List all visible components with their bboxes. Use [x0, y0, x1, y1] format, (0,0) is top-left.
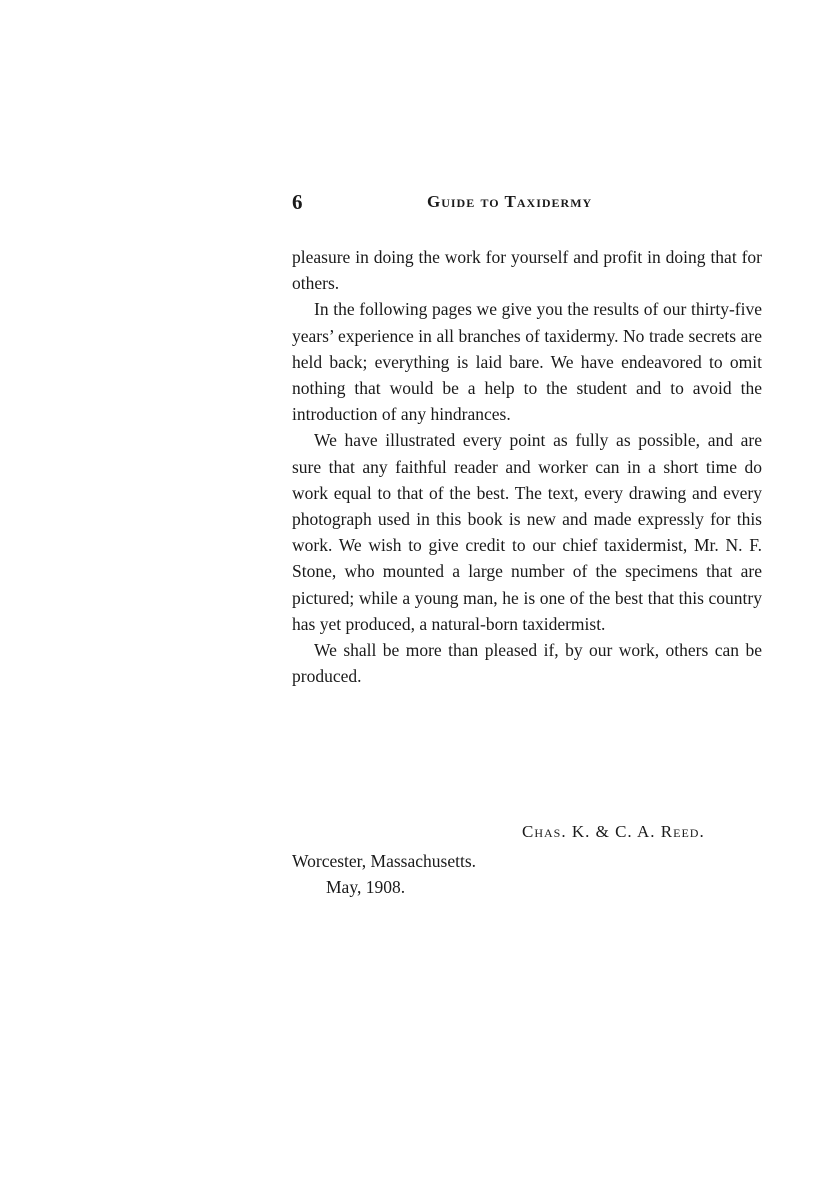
running-title: Guide to Taxidermy: [427, 192, 593, 211]
paragraph: In the following pages we give you the results of our thirty-five years’ experience in all branches of taxidermy. No trade secrets are held back; everything is laid bare. We have endeavored to omit nothing that would be a help to the student and to avoid the introduction of any hindrances.: [292, 299, 762, 425]
place-and-date: [292, 822, 762, 900]
running-head: [292, 190, 762, 220]
date-line: May, 1908.: [326, 877, 406, 898]
page-number: 6: [292, 190, 303, 214]
body-text: [292, 244, 762, 689]
paragraph: We have illustrated every point as fully as possible, and are sure that any faithful reader and worker can in a short time do work equal to that of the best. The text, every drawing and every photograph used in this book is new and made expressly for this work. We wish to give credit to our chief taxidermist, Mr. N. F. Stone, who mounted a large number of the specimens that are pictured; while a young man, he is one of the best that this country has yet produced, a natural-born taxidermist.: [292, 430, 762, 634]
signature: Chas. K. & C. A. Reed.: [522, 822, 705, 841]
paragraph-continued: pleasure in doing the work for yourself and profit in doing that for others.: [292, 247, 762, 294]
place-line: Worcester, Massachusetts.: [292, 851, 477, 871]
paragraph: We shall be more than pleased if, by our work, others can be produced.: [292, 640, 762, 687]
